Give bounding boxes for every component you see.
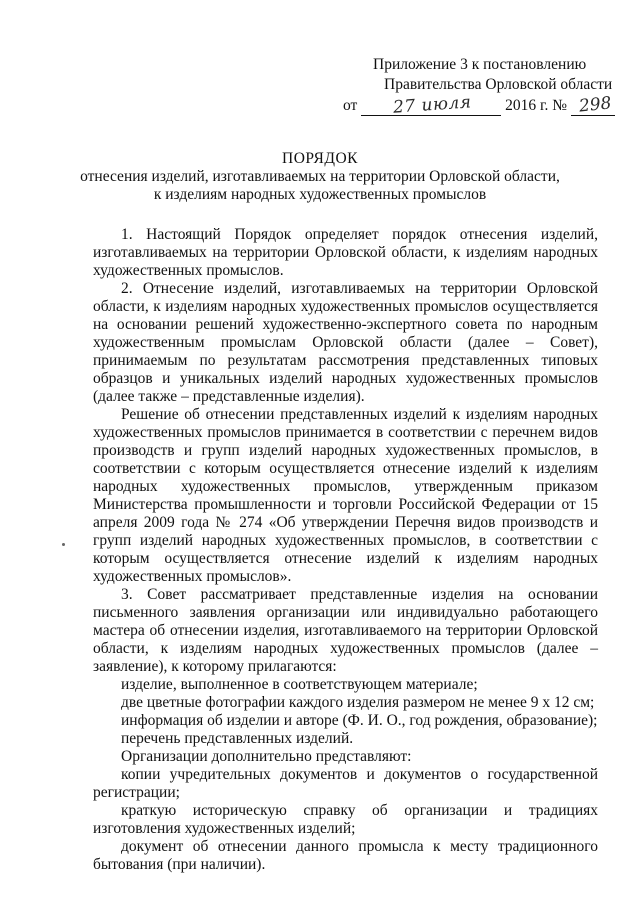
year-and-number-label: 2016 г. №	[505, 97, 568, 114]
appendix-line-1: Приложение 3 к постановлению	[373, 56, 587, 73]
list-item-copies: копии учредительных документов и документов о государственной регистрации;	[93, 766, 598, 801]
paragraph-decision: Решение об отнесении представленных изделий к изделиям народных художественных промыслов принимается в соответствии с перечнем видов производств и групп изделий народных художественных промыслов, в соответствии с которым осуществляется отнесение изделий к изделиям народных художественных промыслов, утвержденным приказом Министерства промышленности и торговли Российской Федерации от 15 апреля 2009 года № 274 «Об утверждении Перечня видов производств и групп изделий народных художественных промыслов, в соответствии с которым осуществляется отнесение изделий к изделиям народных художественных промыслов».	[93, 406, 598, 585]
appendix-line-3	[343, 92, 615, 118]
handwritten-date: 27 июля	[392, 92, 473, 118]
title-subtitle-line-1: отнесения изделий, изготавливаемых на территории Орловской области,	[80, 168, 560, 185]
paragraph-1: 1. Настоящий Порядок определяет порядок отнесения изделий, изготавливаемых на территории Орловской области, к изделиям народных художественных промыслов.	[93, 226, 598, 279]
date-prefix: от	[343, 97, 358, 114]
number-field	[571, 93, 615, 117]
date-field	[361, 92, 501, 118]
appendix-line-2: Правительства Орловской области	[384, 76, 613, 93]
scan-speck	[62, 543, 65, 546]
title-heading: ПОРЯДОК	[282, 150, 358, 167]
list-item-document: документ об отнесении данного промысла к месту традиционного бытования (при наличии).	[93, 838, 598, 873]
list-item-product: изделие, выполненное в соответствующем материале;	[121, 676, 478, 693]
paragraph-2: 2. Отнесение изделий, изготавливаемых на территории Орловской области, к изделиям народных художественных промыслов осуществляется на основании решений художественно-экспертного совета по народным художественным промыслам Орловской области (далее – Совет), принимаемым по результатам рассмотрения представленных типовых образцов и уникальных изделий народных художественных промыслов (далее также – представленные изделия).	[93, 280, 598, 405]
list-item-photos: две цветные фотографии каждого изделия размером не менее 9 х 12 см;	[121, 694, 595, 711]
handwritten-number: 298	[577, 93, 613, 117]
organizations-heading: Организации дополнительно представляют:	[121, 748, 412, 765]
document-body	[93, 226, 598, 874]
list-item-info: информация об изделии и авторе (Ф. И. О., год рождения, образование);	[121, 712, 598, 729]
list-item-history: краткую историческую справку об организации и традициях изготовления художественных изделий;	[93, 802, 598, 837]
paragraph-3: 3. Совет рассматривает представленные изделия на основании письменного заявления организации или индивидуально работающего мастера об отнесении изделия, изготавливаемого на территории Орловской области, к изделиям народных художественных промыслов (далее – заявление), к которому прилагаются:	[93, 586, 598, 675]
document-title	[0, 150, 640, 204]
title-subtitle-line-2: к изделиям народных художественных промыслов	[153, 186, 487, 203]
list-item-list: перечень представленных изделий.	[121, 730, 354, 747]
